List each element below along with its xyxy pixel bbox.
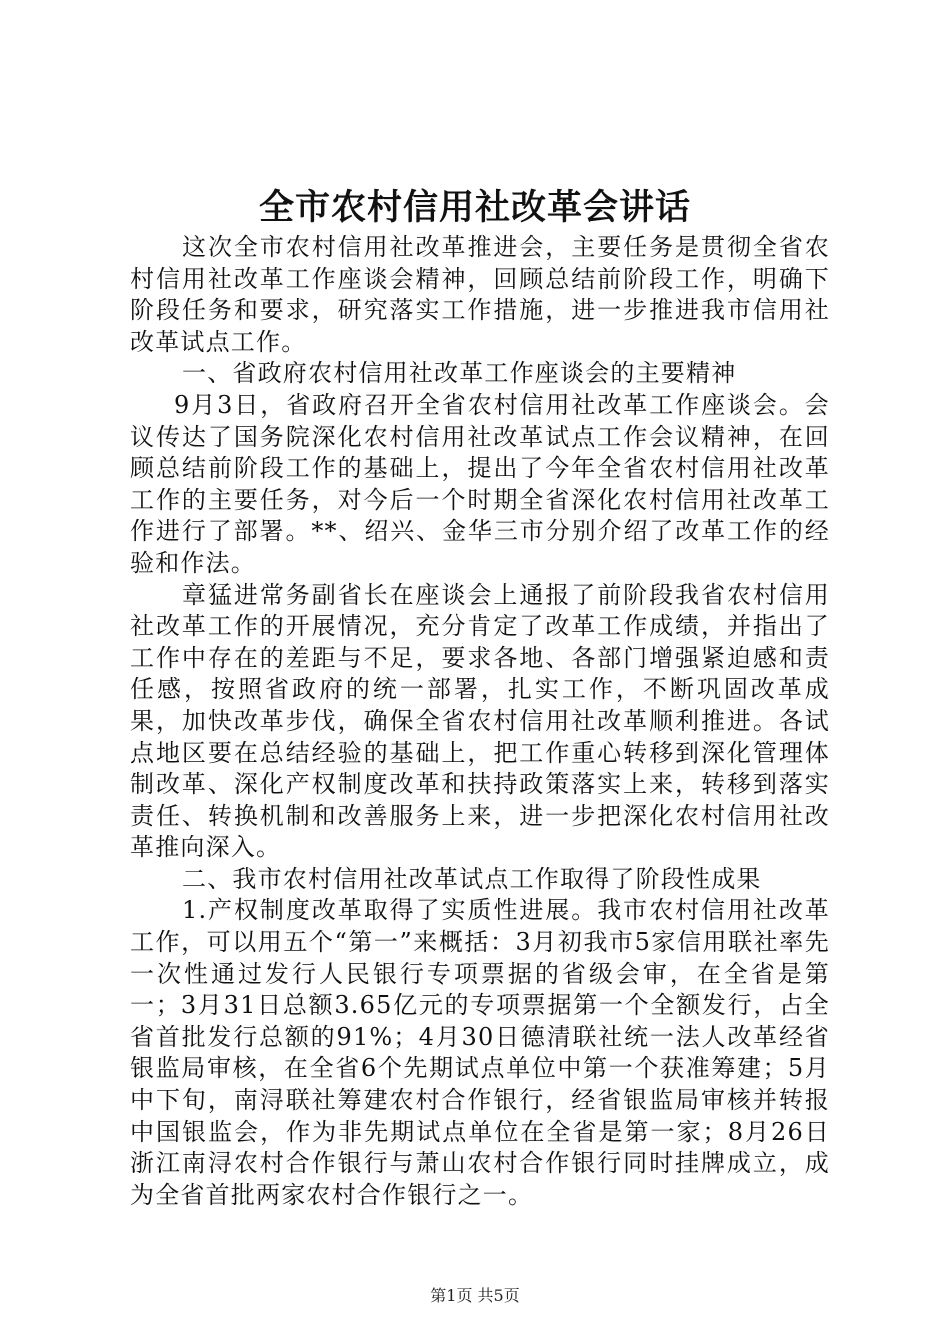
section-heading-1: 一、省政府农村信用社改革工作座谈会的主要精神 [182, 359, 737, 388]
document-title: 全市农村信用社改革会讲话 [258, 187, 691, 228]
meeting-paragraph: 9月3日，省政府召开全省农村信用社改革工作座谈会。会议传达了国务院深化农村信用社改革试点工作会议精神，在回顾总结前阶段工作的基础上，提出了今年全省农村信用社改革工作的主要任务，对今后一个时期全省深化农村信用社改革工作进行了部署。**、绍兴、金华三市分别介绍了改革工作的经验和作法。 [130, 390, 830, 577]
intro-paragraph: 这次全市农村信用社改革推进会，主要任务是贯彻全省农村信用社改革工作座谈会精神，回顾总结前阶段工作，明确下阶段任务和要求，研究落实工作措施，进一步推进我市信用社改革试点工作。 [130, 233, 830, 356]
page-footer: 第1页 共5页 [430, 1286, 520, 1305]
document-body [130, 232, 830, 1211]
reform-progress-paragraph: 1.产权制度改革取得了实质性进展。我市农村信用社改革工作，可以用五个“第一”来概括：3月初我市5家信用联社率先一次性通过发行人民银行专项票据的省级会审，在全省是第一；3月31日总额3.65亿元的专项票据第一个全额发行，占全省首批发行总额的91%；4月30日德清联社统一法人改革经省银监局审核，在全省6个先期试点单位中第一个获准筹建；5月中下旬，南浔联社筹建农村合作银行，经省银监局审核并转报中国银监会，作为非先期试点单位在全省是第一家；8月26日浙江南浔农村合作银行与萧山农村合作银行同时挂牌成立，成为全省首批两家农村合作银行之一。 [130, 896, 830, 1209]
section-heading-2: 二、我市农村信用社改革试点工作取得了阶段性成果 [182, 864, 762, 893]
vice-governor-paragraph: 章猛进常务副省长在座谈会上通报了前阶段我省农村信用社改革工作的开展情况，充分肯定了改革工作成绩，并指出了工作中存在的差距与不足，要求各地、各部门增强紧迫感和责任感，按照省政府的统一部署，扎实工作，不断巩固改革成果，加快改革步伐，确保全省农村信用社改革顺利推进。各试点地区要在总结经验的基础上，把工作重心转移到深化管理体制改革、深化产权制度改革和扶持政策落实上来，转移到落实责任、转换机制和改善服务上来，进一步把深化农村信用社改革推向深入。 [130, 580, 830, 862]
